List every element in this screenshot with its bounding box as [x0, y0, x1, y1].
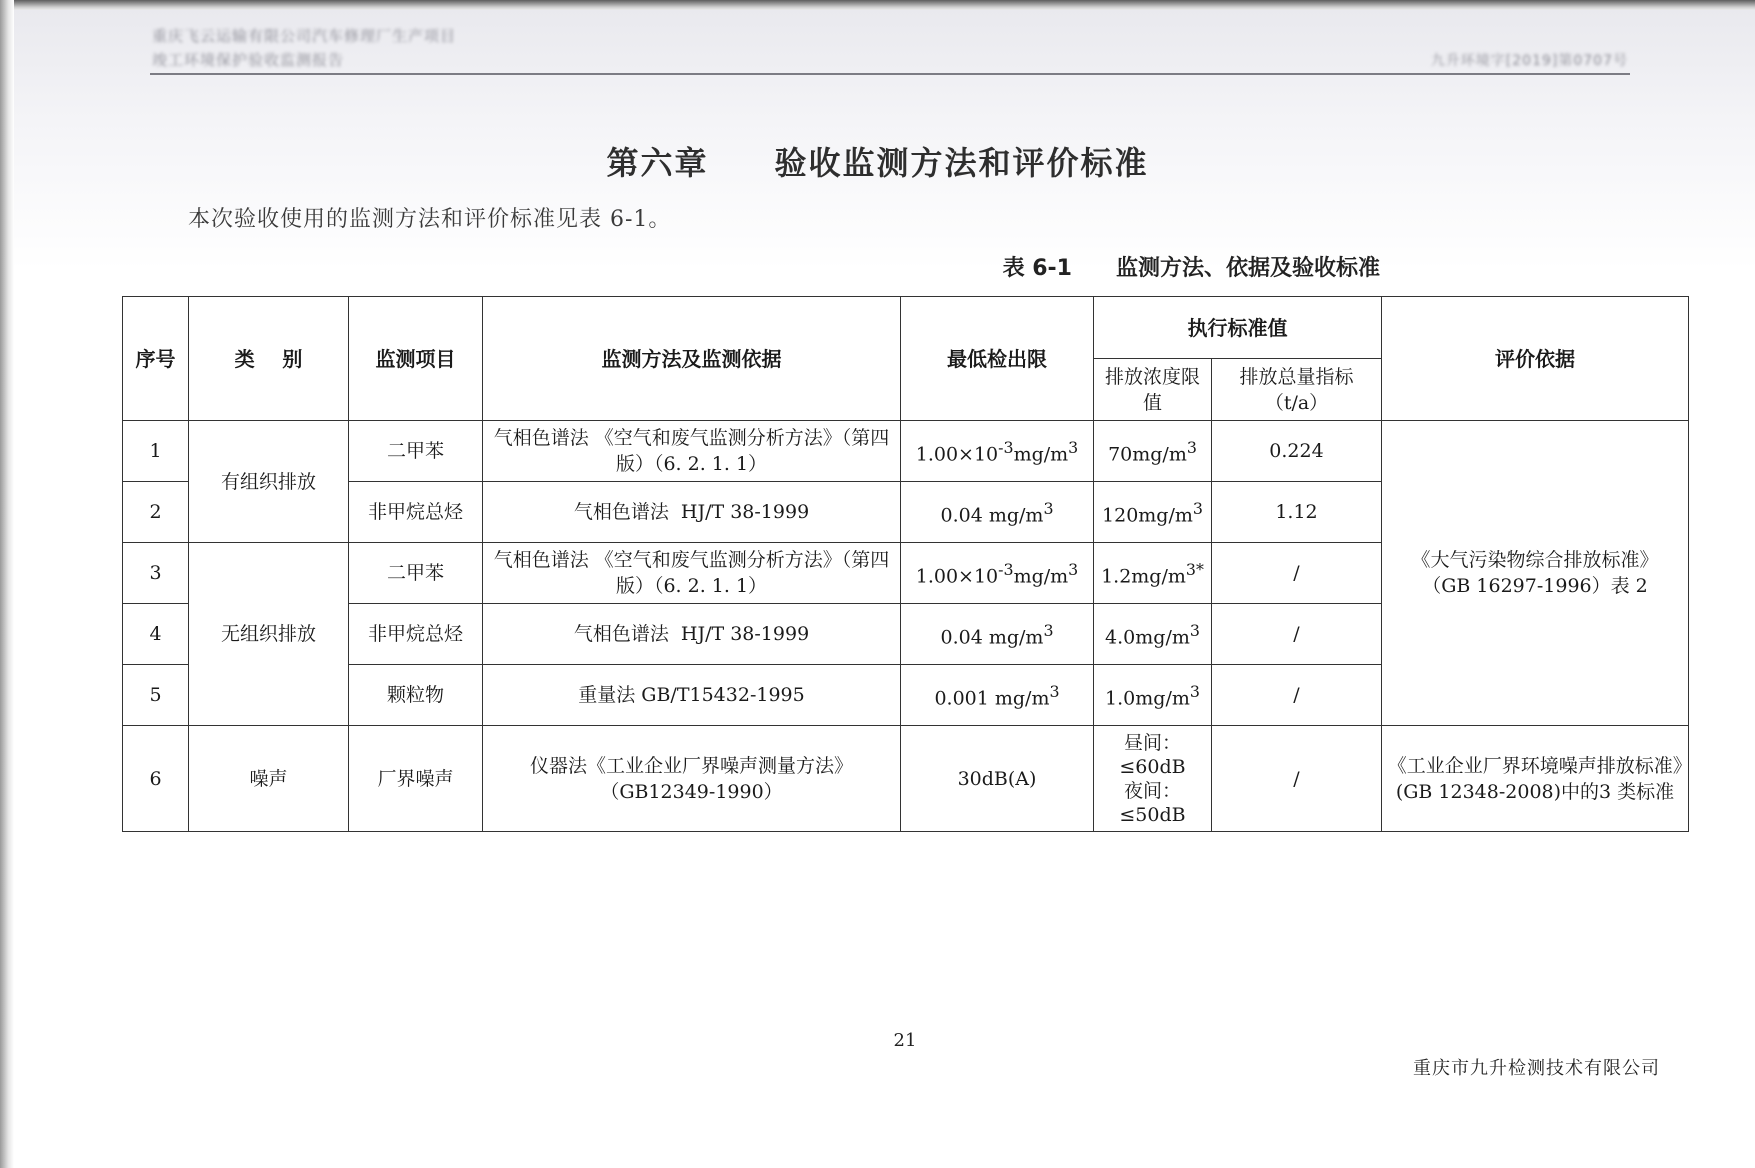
row-method: 气相色谱法 《空气和废气监测分析方法》（第四版）（6. 2. 1. 1）	[483, 421, 901, 482]
table-row	[123, 421, 1689, 482]
header-standard-values: 执行标准值	[1094, 297, 1382, 359]
row-item: 非甲烷总烃	[349, 482, 483, 543]
conc-exponent: 3	[1192, 498, 1203, 518]
header-method: 监测方法及监测依据	[483, 297, 901, 421]
running-header-left	[152, 24, 572, 72]
group-noise: 噪声	[189, 726, 349, 832]
basis-air	[1382, 421, 1689, 726]
conc-exponent: 3	[1189, 620, 1200, 640]
row-item: 非甲烷总烃	[349, 604, 483, 665]
row-method: 气相色谱法 《空气和废气监测分析方法》（第四版）（6. 2. 1. 1）	[483, 543, 901, 604]
conc-value: 1.0mg/m	[1105, 687, 1190, 710]
row-method: 重量法 GB/T15432-1995	[483, 665, 901, 726]
row-method	[483, 726, 901, 832]
limit-exponent: 3	[1049, 681, 1060, 701]
table-caption-title: 监测方法、依据及验收标准	[1115, 256, 1380, 281]
row-detection-limit	[901, 604, 1094, 665]
conc-value: 70mg/m	[1108, 443, 1187, 466]
chapter-name: 验收监测方法和评价标准	[774, 144, 1149, 182]
row-no: 4	[123, 604, 189, 665]
row-conc-limit	[1094, 604, 1212, 665]
row-total-limit: 1.12	[1212, 482, 1382, 543]
row-total-limit: /	[1212, 543, 1382, 604]
limit-unit: mg/m	[1013, 443, 1069, 466]
chapter-title	[0, 138, 1755, 184]
intro-paragraph: 本次验收使用的监测方法和评价标准见表 6-1。	[188, 207, 672, 232]
limit-value: 1.00×10	[915, 565, 999, 588]
row-detection-limit: 30dB(A)	[901, 726, 1094, 832]
limit-unit-exponent: 3	[1068, 559, 1079, 579]
row-no: 6	[123, 726, 189, 832]
group-fugitive: 无组织排放	[189, 543, 349, 726]
row-total-limit: /	[1212, 604, 1382, 665]
row-detection-limit	[901, 482, 1094, 543]
row-item: 二甲苯	[349, 543, 483, 604]
conc-value: 120mg/m	[1102, 504, 1193, 527]
row-item: 二甲苯	[349, 421, 483, 482]
row-conc-limit	[1094, 421, 1212, 482]
limit-exponent: 3	[1043, 498, 1054, 518]
table-caption-number: 表 6-1	[1002, 256, 1072, 281]
row-item: 颗粒物	[349, 665, 483, 726]
row-method: 气相色谱法 HJ/T 38-1999	[483, 604, 901, 665]
conc-night-value: ≤50dB	[1119, 803, 1186, 826]
limit-exponent: -3	[998, 559, 1014, 579]
company-name: 重庆市九升检测技术有限公司	[1413, 1058, 1660, 1079]
limit-unit: mg/m	[1013, 565, 1069, 588]
running-header-line-1: 重庆飞云运输有限公司汽车修理厂生产项目	[152, 27, 457, 45]
conc-night-label: 夜间：	[1123, 779, 1181, 802]
conc-day-value: ≤60dB	[1119, 755, 1186, 778]
row-conc-limit	[1094, 482, 1212, 543]
method-line-1: 仪器法《工业企业厂界噪声测量方法》	[529, 754, 853, 777]
conc-exponent: 3*	[1185, 559, 1204, 579]
header-category: 类 别	[189, 297, 349, 421]
header-basis: 评价依据	[1382, 297, 1689, 421]
basis-air-line-2: （GB 16297-1996）表 2	[1422, 575, 1648, 597]
running-header-right: 九升环境字[2019]第0707号	[1430, 53, 1628, 69]
limit-exponent: 3	[1043, 620, 1054, 640]
table-caption	[0, 251, 1380, 282]
group-organized: 有组织排放	[189, 421, 349, 543]
conc-exponent: 3	[1186, 437, 1197, 457]
table-row	[123, 726, 1689, 832]
row-total-limit: 0.224	[1212, 421, 1382, 482]
row-no: 2	[123, 482, 189, 543]
conc-value: 4.0mg/m	[1105, 626, 1190, 649]
limit-value: 0.04 mg/m	[940, 504, 1044, 527]
running-header-line-2: 竣工环境保护验收监测报告	[152, 51, 345, 69]
row-total-limit: /	[1212, 665, 1382, 726]
header-item: 监测项目	[349, 297, 483, 421]
chapter-number: 第六章	[606, 144, 709, 182]
row-method: 气相色谱法 HJ/T 38-1999	[483, 482, 901, 543]
row-total-limit: /	[1212, 726, 1382, 832]
row-no: 5	[123, 665, 189, 726]
method-line-2: （GB12349-1990）	[600, 780, 783, 803]
header-detection-limit: 最低检出限	[901, 297, 1094, 421]
row-detection-limit	[901, 543, 1094, 604]
header-no: 序号	[123, 297, 189, 421]
row-detection-limit	[901, 421, 1094, 482]
header-total-limit: 排放总量指标（t/a）	[1212, 359, 1382, 421]
row-conc-limit	[1094, 665, 1212, 726]
conc-value: 1.2mg/m	[1101, 565, 1186, 588]
limit-value: 0.001 mg/m	[934, 687, 1050, 710]
page-number: 21	[893, 1030, 917, 1051]
limit-value: 1.00×10	[915, 443, 999, 466]
conc-exponent: 3	[1189, 681, 1200, 701]
limit-value: 0.04 mg/m	[940, 626, 1044, 649]
conc-day-label: 昼间：	[1123, 731, 1181, 754]
row-conc-limit	[1094, 726, 1212, 832]
row-no: 1	[123, 421, 189, 482]
header-conc-limit: 排放浓度限值	[1094, 359, 1212, 421]
standards-table	[122, 296, 1689, 832]
limit-exponent: -3	[998, 437, 1014, 457]
basis-noise: 《工业企业厂界环境噪声排放标准》(GB 12348-2008)中的3 类标准	[1382, 726, 1689, 832]
row-no: 3	[123, 543, 189, 604]
basis-air-line-1: 《大气污染物综合排放标准》	[1411, 549, 1659, 571]
header-rule	[150, 73, 1630, 75]
row-conc-limit	[1094, 543, 1212, 604]
limit-unit-exponent: 3	[1068, 437, 1079, 457]
row-item: 厂界噪声	[349, 726, 483, 832]
row-detection-limit	[901, 665, 1094, 726]
table-header-row-1	[123, 297, 1689, 359]
